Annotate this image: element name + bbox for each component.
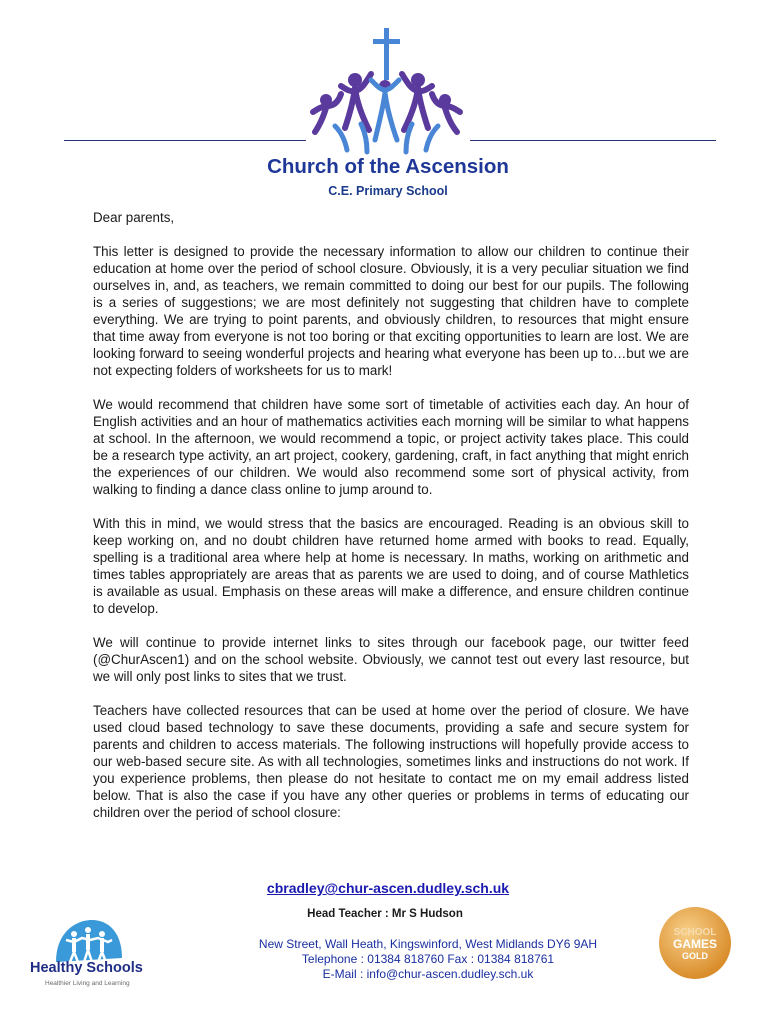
header-rule-right bbox=[470, 140, 716, 141]
contact-email-link[interactable]: cbradley@chur-ascen.dudley.sch.uk bbox=[266, 880, 510, 896]
phone-fax: Telephone : 01384 818760 Fax : 01384 818761 bbox=[301, 952, 555, 966]
school-email: E-Mail : info@chur-ascen.dudley.sch.uk bbox=[322, 967, 534, 981]
salutation: Dear parents, bbox=[93, 210, 175, 225]
school-games-line1: SCHOOL bbox=[673, 927, 717, 938]
address: New Street, Wall Heath, Kingswinford, West Midlands DY6 9AH bbox=[258, 937, 598, 951]
school-games-line2: GAMES bbox=[672, 937, 717, 951]
healthy-schools-label: Healthy Schools bbox=[30, 960, 143, 976]
paragraph: We will continue to provide internet links to sites through our facebook page, our twitter feed (@ChurAscen1) and on the school website. Obviously, we cannot test out every last resource, but we will only post links to sites that we trust. bbox=[93, 635, 689, 684]
head-teacher: Head Teacher : Mr S Hudson bbox=[307, 908, 463, 920]
healthy-schools-tagline: Healthier Living and Learning bbox=[45, 980, 130, 987]
letterhead bbox=[0, 0, 770, 200]
paragraph: Teachers have collected resources that can be used at home over the period of closure. We have used cloud based technology to save these documents, providing a safe and secure system for parents and children to access materials. The following instructions will hopefully provide access to our web-based secure site. As with all technologies, sometimes links and instructions do not work. If you experience problems, then please do not hesitate to contact me on my email address listed below. That is also the case if you have any other queries or problems in terms of educating our children over the period of school closure: bbox=[93, 703, 689, 820]
paragraph: This letter is designed to provide the necessary information to allow our children to continue their education at home over the period of school closure. Obviously, it is a very peculiar situation we find ourselves in, and, as teachers, we remain committed to doing our best for our pupils. The following is a series of suggestions; we are most definitely not suggesting that children have to complete everything. We are trying to point parents, and obviously children, to resources that might ensure that time away from everyone is not too boring or that exciting opportunities to learn are lost. We are looking forward to seeing wonderful projects and hearing what everyone has been up to…but we are not expecting folders of worksheets for us to mark! bbox=[93, 244, 689, 378]
paragraph: With this in mind, we would stress that the basics are encouraged. Reading is an obvious skill to keep working on, and no doubt children have returned home armed with books to read. Equally, spelling is a traditional area where help at home is necessary. In maths, working on arithmetic and times tables appropriately are areas that as parents we are used to doing, and of course Mathletics is available as usual. Emphasis on these areas will make a difference, and ensure children continue to develop. bbox=[93, 516, 689, 616]
church-logo-icon bbox=[305, 28, 470, 158]
header-rule-left bbox=[64, 140, 306, 141]
letter-body bbox=[93, 209, 689, 838]
school-games-line3: GOLD bbox=[682, 951, 708, 961]
school-subtitle: C.E. Primary School bbox=[328, 184, 448, 198]
school-name: Church of the Ascension bbox=[267, 155, 509, 178]
paragraph: We would recommend that children have some sort of timetable of activities each day. An hour of English activities and an hour of mathematics activities each morning will be similar to what happens at school. In the afternoon, we would recommend a topic, or project activity takes place. This could be a research type activity, an art project, cookery, gardening, craft, in fact anything that might enrich the experiences of our children. We would also recommend some sort of physical activity, from walking to finding a dance class online to jump around to. bbox=[93, 397, 689, 497]
